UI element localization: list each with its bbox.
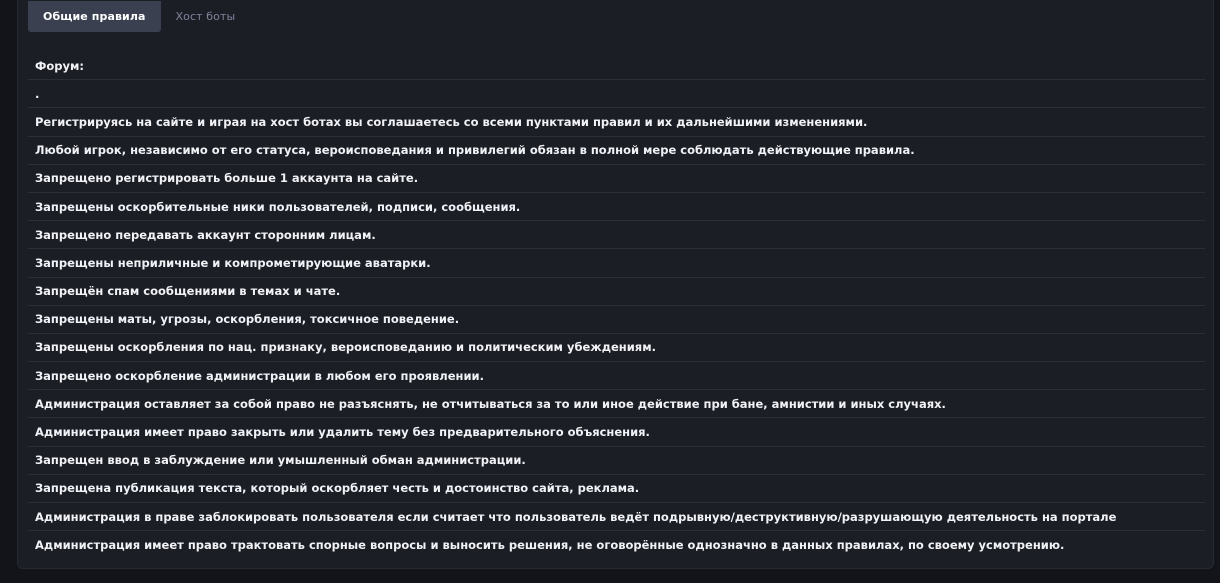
rule-item: Запрещён спам сообщениями в темах и чате. [28,278,1205,306]
rule-item: Запрещена публикация текста, который оскорбляет честь и достоинство сайта, реклама. [28,475,1205,503]
rule-item: Администрация имеет право закрыть или удалить тему без предварительного объяснения. [28,418,1205,446]
rules-panel [17,0,1214,569]
rule-item: . [28,80,1205,108]
rule-item: Администрация в праве заблокировать пользователя если считает что пользователь ведёт подрывную/деструктивную/разрушающую деятельность на портале [28,503,1205,531]
rules-heading: Форум: [28,52,1205,80]
rule-item: Запрещено регистрировать больше 1 аккаунта на сайте. [28,165,1205,193]
rule-item: Запрещено оскорбление администрации в любом его проявлении. [28,362,1205,390]
rule-item: Запрещено передавать аккаунт сторонним лицам. [28,221,1205,249]
rule-item: Запрещены неприличные и компрометирующие аватарки. [28,249,1205,277]
rule-item: Запрещены оскорбительные ники пользователей, подписи, сообщения. [28,193,1205,221]
tab-host-bots[interactable]: Хост боты [175,10,236,23]
tab-bar [28,1,250,32]
rule-item: Администрация оставляет за собой право не разъяснять, не отчитываться за то или иное действие при бане, амнистии и иных случаях. [28,390,1205,418]
rule-item: Запрещен ввод в заблуждение или умышленный обман администрации. [28,447,1205,475]
rule-item: Любой игрок, независимо от его статуса, вероисповедания и привилегий обязан в полной мере соблюдать действующие правила. [28,137,1205,165]
rule-item: Запрещены маты, угрозы, оскорбления, токсичное поведение. [28,306,1205,334]
rule-item: Администрация имеет право трактовать спорные вопросы и выносить решения, не оговорённые однозначно в данных правилах, по своему усмотрению. [35,538,1065,553]
rule-item: Запрещены оскорбления по нац. признаку, вероисповеданию и политическим убеждениям. [28,334,1205,362]
rules-list [28,52,1205,559]
tab-general-rules[interactable]: Общие правила [28,1,161,32]
rule-item: Регистрируясь на сайте и играя на хост ботах вы соглашаетесь со всеми пунктами правил и их дальнейшими изменениями. [28,108,1205,136]
